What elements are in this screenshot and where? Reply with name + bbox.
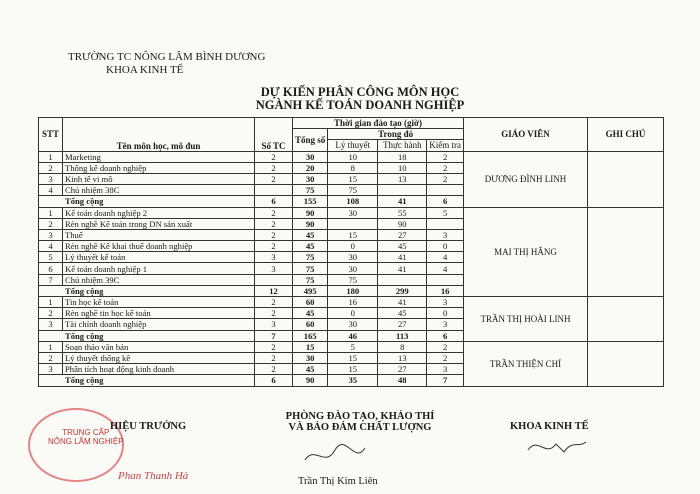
row-theory: 0 [328, 308, 378, 319]
row-exam: 3 [427, 319, 464, 330]
row-practice: 27 [378, 229, 427, 240]
header-total: Tổng số [293, 129, 328, 151]
row-stt: 4 [39, 185, 63, 196]
total-theory: 180 [328, 285, 378, 296]
row-theory: 8 [328, 162, 378, 173]
row-total: 20 [293, 162, 328, 173]
row-subject: Chủ nhiệm 38C [63, 185, 255, 196]
row-subject: Lý thuyết kế toán [63, 252, 255, 263]
row-practice: 45 [378, 308, 427, 319]
row-stt: 4 [39, 241, 63, 252]
header-stt: STT [39, 118, 63, 152]
row-exam: 2 [427, 162, 464, 173]
total-practice: 41 [378, 196, 427, 207]
row-exam: 3 [427, 229, 464, 240]
row-subject: Phân tích hoạt động kinh doanh [63, 364, 255, 375]
row-subject: Soạn thảo văn bản [63, 341, 255, 352]
total-label: Tổng cộng [39, 285, 255, 296]
header-note: GHI CHÚ [588, 118, 664, 152]
row-practice: 90 [378, 218, 427, 229]
row-exam: 5 [427, 207, 464, 218]
principal-signature: Phan Thanh Hà [118, 470, 189, 482]
row-practice: 13 [378, 352, 427, 363]
row-credits: 2 [255, 297, 293, 308]
row-theory: 15 [328, 364, 378, 375]
row-theory: 5 [328, 341, 378, 352]
row-total: 90 [293, 218, 328, 229]
note-cell [588, 341, 664, 386]
row-practice: 8 [378, 341, 427, 352]
row-theory: 30 [328, 252, 378, 263]
row-exam: 2 [427, 341, 464, 352]
row-total: 60 [293, 297, 328, 308]
row-stt: 2 [39, 162, 63, 173]
row-stt: 3 [39, 319, 63, 330]
total-exam: 16 [427, 285, 464, 296]
total-theory: 108 [328, 196, 378, 207]
total-hours: 165 [293, 330, 328, 341]
row-exam [427, 218, 464, 229]
row-theory: 30 [328, 319, 378, 330]
faculty-signature-scribble [520, 432, 590, 462]
row-total: 90 [293, 207, 328, 218]
row-stt: 6 [39, 263, 63, 274]
total-hours: 495 [293, 285, 328, 296]
table-row [39, 341, 664, 352]
total-credits: 6 [255, 375, 293, 386]
row-practice: 13 [378, 173, 427, 184]
header-practice: Thực hành [378, 140, 427, 151]
row-total: 45 [293, 229, 328, 240]
row-subject: Lý thuyết thống kê [63, 352, 255, 363]
row-subject: Marketing [63, 151, 255, 162]
row-stt: 1 [39, 341, 63, 352]
total-hours: 155 [293, 196, 328, 207]
row-total: 45 [293, 364, 328, 375]
row-credits: 2 [255, 364, 293, 375]
office-signature-scribble [300, 440, 370, 470]
row-credits [255, 185, 293, 196]
row-exam: 3 [427, 364, 464, 375]
row-total: 75 [293, 263, 328, 274]
document-subtitle: NGÀNH KẾ TOÁN DOANH NGHIỆP [255, 98, 465, 112]
row-stt: 3 [39, 364, 63, 375]
row-practice: 55 [378, 207, 427, 218]
row-credits: 3 [255, 252, 293, 263]
header-credits: Số TC [255, 118, 293, 152]
total-exam: 6 [427, 196, 464, 207]
row-total: 45 [293, 308, 328, 319]
total-label: Tổng cộng [39, 375, 255, 386]
row-exam: 2 [427, 173, 464, 184]
row-theory: 75 [328, 185, 378, 196]
row-total: 75 [293, 252, 328, 263]
row-total: 45 [293, 241, 328, 252]
row-credits: 2 [255, 352, 293, 363]
row-stt: 2 [39, 352, 63, 363]
row-subject: Rèn nghề Kê khai thuế doanh nghiệp [63, 241, 255, 252]
row-subject: Tin học kế toán [63, 297, 255, 308]
row-total: 15 [293, 341, 328, 352]
row-total: 60 [293, 319, 328, 330]
row-practice [378, 185, 427, 196]
row-theory: 75 [328, 274, 378, 285]
header-subject: Tên môn học, mô đun [63, 118, 255, 152]
note-cell [588, 297, 664, 342]
total-theory: 35 [328, 375, 378, 386]
total-credits: 7 [255, 330, 293, 341]
row-subject: Kế toán doanh nghiệp 1 [63, 263, 255, 274]
row-subject: Tài chính doanh nghiệp [63, 319, 255, 330]
total-hours: 90 [293, 375, 328, 386]
row-theory: 0 [328, 241, 378, 252]
stamp-line-1: TRUNG CẤP [62, 428, 110, 437]
stamp-line-2: NÔNG LÂM NGHIỆP [48, 437, 124, 446]
row-practice: 41 [378, 297, 427, 308]
teacher-name: DƯƠNG ĐÌNH LINH [464, 151, 588, 207]
table-row [39, 207, 664, 218]
faculty-name: KHOA KINH TẾ [106, 64, 184, 76]
total-exam: 6 [427, 330, 464, 341]
row-stt: 3 [39, 173, 63, 184]
row-theory [328, 218, 378, 229]
row-exam: 4 [427, 252, 464, 263]
row-total: 75 [293, 274, 328, 285]
row-theory: 15 [328, 352, 378, 363]
table-body [39, 151, 664, 386]
assignment-table [38, 117, 664, 387]
row-total: 30 [293, 352, 328, 363]
total-exam: 7 [427, 375, 464, 386]
principal-label: HIỆU TRƯỞNG [110, 421, 187, 432]
teacher-name: TRẦN THỊ HOÀI LINH [464, 297, 588, 342]
faculty-sign-label: KHOA KINH TẾ [510, 421, 589, 432]
total-practice: 113 [378, 330, 427, 341]
row-stt: 2 [39, 308, 63, 319]
row-stt: 2 [39, 218, 63, 229]
note-cell [588, 151, 664, 207]
row-theory: 30 [328, 263, 378, 274]
row-credits: 2 [255, 151, 293, 162]
row-credits: 2 [255, 207, 293, 218]
row-practice: 45 [378, 241, 427, 252]
total-label: Tổng cộng [39, 330, 255, 341]
row-stt: 1 [39, 297, 63, 308]
row-total: 75 [293, 185, 328, 196]
total-label: Tổng cộng [39, 196, 255, 207]
training-office-label [250, 411, 470, 433]
row-total: 30 [293, 173, 328, 184]
row-exam: 4 [427, 263, 464, 274]
training-office-line-1: PHÒNG ĐÀO TẠO, KHẢO THÍ [285, 411, 435, 422]
note-cell [588, 207, 664, 297]
school-name: TRƯỜNG TC NÔNG LÂM BÌNH DƯƠNG [68, 51, 266, 63]
row-credits: 2 [255, 229, 293, 240]
training-office-line-2: VÀ BẢO ĐẢM CHẤT LƯỢNG [288, 422, 432, 433]
total-credits: 12 [255, 285, 293, 296]
row-practice: 10 [378, 162, 427, 173]
row-credits: 3 [255, 319, 293, 330]
teacher-name: MAI THỊ HẰNG [464, 207, 588, 297]
total-practice: 299 [378, 285, 427, 296]
row-stt: 7 [39, 274, 63, 285]
header-theory: Lý thuyết [328, 140, 378, 151]
document-title: DỰ KIẾN PHÂN CÔNG MÔN HỌC [260, 85, 460, 99]
row-practice: 27 [378, 364, 427, 375]
row-subject: Thuế [63, 229, 255, 240]
header-teacher: GIÁO VIÊN [464, 118, 588, 152]
total-theory: 46 [328, 330, 378, 341]
row-credits: 2 [255, 162, 293, 173]
row-subject: Kinh tế vi mô [63, 173, 255, 184]
row-credits: 2 [255, 173, 293, 184]
row-practice: 41 [378, 252, 427, 263]
table-row [39, 151, 664, 162]
row-subject: Rèn nghề Kế toán trong DN sản xuất [63, 218, 255, 229]
table-row [39, 297, 664, 308]
row-exam: 2 [427, 352, 464, 363]
row-theory: 16 [328, 297, 378, 308]
row-credits: 2 [255, 218, 293, 229]
row-practice: 18 [378, 151, 427, 162]
row-exam [427, 185, 464, 196]
row-credits: 2 [255, 341, 293, 352]
row-practice: 27 [378, 319, 427, 330]
header-time: Thời gian đào tạo (giờ) [293, 118, 464, 129]
row-theory: 10 [328, 151, 378, 162]
row-credits [255, 274, 293, 285]
row-exam: 0 [427, 308, 464, 319]
row-theory: 15 [328, 229, 378, 240]
row-subject: Thống kê doanh nghiệp [63, 162, 255, 173]
office-signer-name: Trần Thị Kim Liên [298, 476, 378, 487]
total-credits: 6 [255, 196, 293, 207]
total-practice: 48 [378, 375, 427, 386]
row-theory: 30 [328, 207, 378, 218]
row-stt: 1 [39, 151, 63, 162]
row-credits: 2 [255, 241, 293, 252]
row-credits: 2 [255, 308, 293, 319]
row-exam: 0 [427, 241, 464, 252]
row-stt: 3 [39, 229, 63, 240]
row-subject: Rèn nghề tin học kế toán [63, 308, 255, 319]
row-subject: Kế toán doanh nghiệp 2 [63, 207, 255, 218]
row-subject: Chủ nhiệm 39C [63, 274, 255, 285]
row-theory: 15 [328, 173, 378, 184]
header-within: Trong đó [328, 129, 464, 140]
row-exam: 2 [427, 151, 464, 162]
row-stt: 1 [39, 207, 63, 218]
row-exam [427, 274, 464, 285]
row-practice: 41 [378, 263, 427, 274]
row-credits: 3 [255, 263, 293, 274]
row-total: 30 [293, 151, 328, 162]
teacher-name: TRẦN THIỆN CHÍ [464, 341, 588, 386]
row-practice [378, 274, 427, 285]
row-exam: 3 [427, 297, 464, 308]
row-stt: 5 [39, 252, 63, 263]
header-exam: Kiểm tra [427, 140, 464, 151]
